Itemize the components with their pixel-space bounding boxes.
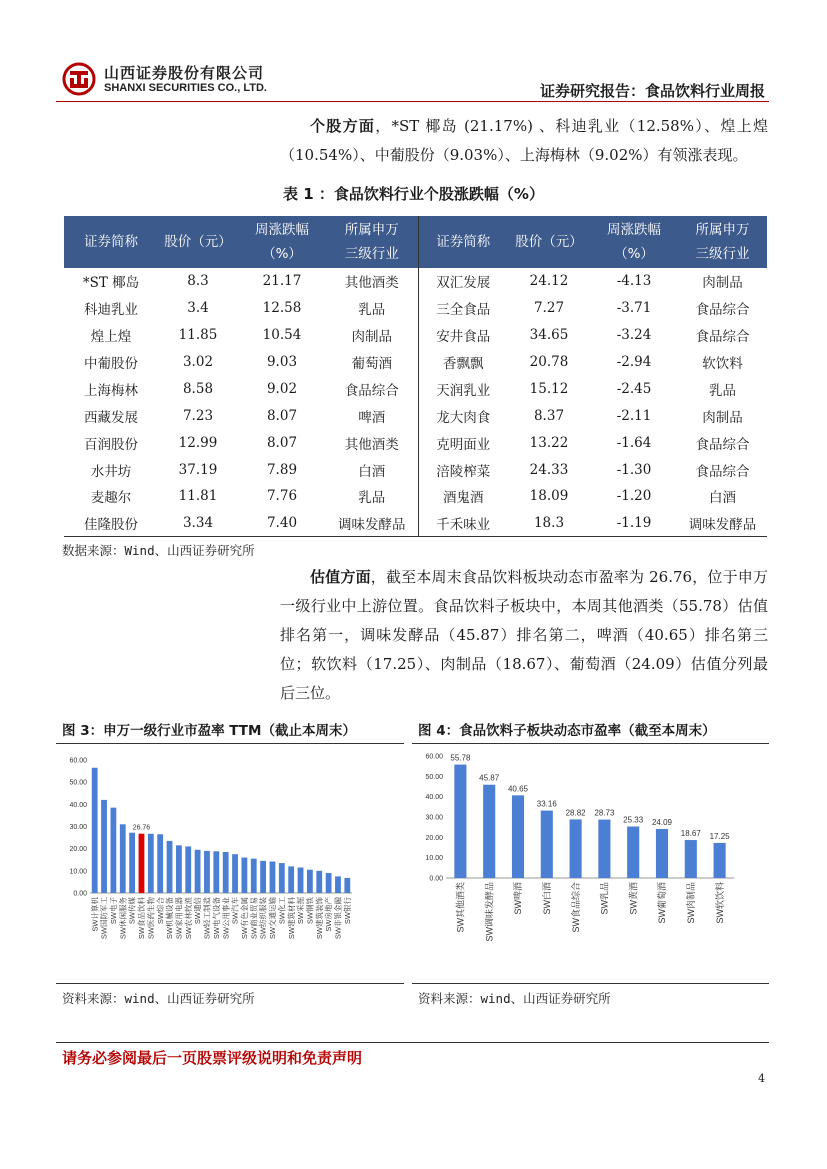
col-header-change: 周涨跌幅 （%）: [238, 216, 326, 268]
bar-SW有色金属: [241, 858, 247, 893]
table-cell-price: 11.81: [178, 488, 218, 505]
food-subsector-pe-chart: [416, 744, 766, 980]
table-cell-ind: 食品综合: [695, 463, 750, 480]
table-cell-chg: 7.40: [238, 510, 326, 537]
table-cell-name: 三全食品: [418, 295, 508, 322]
category-label: SW通信: [193, 897, 203, 925]
y-tick-label: 30.00: [425, 814, 443, 822]
company-logo-icon: [62, 62, 96, 96]
data-label: 28.82: [565, 808, 586, 818]
company-name-cn: 山西证券股份有限公司: [104, 64, 265, 82]
y-tick-label: 10.00: [69, 868, 87, 876]
figure4-bottom-rule: [412, 983, 769, 984]
figure3-source: 资料来源：wind、山西证券研究所: [62, 991, 255, 1006]
table-cell-price: 24.12: [529, 273, 569, 290]
category-label: SW葡萄酒: [657, 882, 668, 924]
col-header-name-2: 证券简称: [418, 216, 508, 268]
bar-SW化工: [279, 863, 285, 893]
figure4-source: 资料来源：wind、山西证券研究所: [418, 991, 611, 1006]
table-cell-ind: 调味发酵品: [326, 510, 418, 537]
header-divider: [56, 101, 769, 102]
table-cell-chg: 21.17: [262, 273, 302, 290]
col-header-price: 股价（元）: [158, 216, 238, 268]
bar-SW纺织服装: [260, 861, 266, 893]
table-cell-name: 西藏发展: [84, 409, 138, 426]
table-cell-ind: 白酒: [709, 490, 736, 507]
category-label: SW建筑材料: [286, 897, 296, 940]
category-label: SW房地产: [324, 897, 334, 932]
table-cell-chg: -1.19: [590, 510, 678, 537]
table-cell-price: 37.19: [178, 461, 218, 478]
category-label: SW食品饮料: [137, 897, 147, 940]
bar-SW肉制品: [685, 840, 697, 878]
category-label: SW传媒: [127, 897, 137, 925]
table-cell-price: 3.34: [158, 510, 238, 537]
table-cell-ind: 肉制品: [702, 409, 743, 426]
data-label: 26.76: [132, 824, 151, 832]
category-label: SW乳品: [599, 882, 610, 915]
bar-SW休闲服务: [120, 824, 126, 893]
bar-SW计算机: [92, 768, 98, 893]
y-tick-label: 60.00: [69, 757, 87, 765]
y-tick-label: 40.00: [425, 794, 443, 802]
y-tick-label: 50.00: [69, 779, 87, 787]
bar-SW轻工制造: [204, 851, 210, 893]
table-cell-ind: 其他酒类: [344, 436, 399, 453]
category-label: SW软饮料: [714, 882, 725, 924]
data-label: 55.78: [450, 753, 471, 763]
category-label: SW家用电器: [174, 897, 184, 940]
table-cell-name: 水井坊: [90, 463, 132, 480]
data-label: 25.33: [623, 815, 644, 825]
table-cell-ind: 食品综合: [344, 382, 399, 399]
category-label: SW黄酒: [628, 882, 639, 915]
data-label: 18.67: [680, 829, 701, 839]
table-row: [64, 402, 767, 429]
table-cell-chg: -2.94: [616, 353, 652, 370]
bar-SW其他酒类: [454, 765, 466, 878]
bar-SW汽车: [232, 854, 238, 893]
footer-divider: [56, 1042, 769, 1043]
report-title: 证券研究报告：食品饮料行业周报: [539, 82, 765, 100]
col-header-industry: 所属申万 三级行业: [326, 216, 418, 268]
table-cell-name: 煌上煌: [90, 328, 132, 345]
disclaimer-link[interactable]: 请务必参阅最后一页股票评级说明和免责声明: [62, 1049, 363, 1067]
table-cell-price: 34.65: [529, 326, 569, 343]
table-cell-price: 12.99: [178, 434, 218, 451]
data-label: 17.25: [709, 831, 730, 841]
table-cell-name: 龙大肉食: [418, 402, 508, 429]
table-cell-price: 15.12: [529, 380, 569, 397]
table-cell-price: 3.02: [182, 353, 214, 370]
category-label: SW调味发酵品: [484, 882, 495, 942]
bar-SW乳品: [598, 820, 610, 878]
stock-performance-paragraph: [280, 112, 768, 170]
table-cell-name: 百润股份: [84, 436, 138, 453]
table-cell-price: 18.3: [508, 510, 590, 537]
bar-SW传媒: [129, 833, 135, 893]
table-cell-name: 涪陵榨菜: [418, 456, 508, 483]
y-tick-label: 20.00: [69, 846, 87, 854]
table-cell-chg: -1.20: [616, 488, 652, 505]
category-label: SW农林牧渔: [183, 897, 193, 940]
table-cell-chg: -1.64: [616, 434, 652, 451]
table-cell-name: 佳隆股份: [64, 510, 158, 537]
page-number: 4: [758, 1072, 765, 1085]
bar-SW商业贸易: [251, 859, 257, 893]
stock-change-table: [64, 216, 767, 537]
category-label: SW白酒: [541, 882, 552, 915]
bar-SW家用电器: [176, 845, 182, 893]
category-label: SW其他酒类: [455, 882, 466, 933]
company-name-en: SHANXI SECURITIES CO., LTD.: [104, 82, 267, 94]
table-cell-name: 安井食品: [418, 321, 508, 348]
table-cell-ind: 软饮料: [702, 355, 743, 372]
bar-SW建筑材料: [288, 866, 294, 893]
bar-SW电子: [110, 808, 116, 893]
table-row: [64, 348, 767, 375]
bar-SW公用事业: [223, 852, 229, 893]
bar-SW采掘: [298, 868, 304, 893]
table-cell-name: 麦趣尔: [90, 490, 132, 507]
paragraph-lead: 个股方面: [310, 117, 376, 135]
bar-SW通信: [195, 850, 201, 893]
table-cell-ind: 食品综合: [695, 328, 750, 345]
category-label: SW汽车: [230, 897, 240, 925]
table-cell-ind: 乳品: [358, 301, 386, 318]
category-label: SW肉制品: [685, 882, 696, 924]
category-label: SW建筑装饰: [314, 897, 324, 940]
data-label: 24.09: [651, 818, 673, 828]
pe-ttm-industry-chart: [60, 748, 404, 980]
bar-SW国防军工: [101, 800, 107, 893]
table-cell-name: 酒鬼酒: [418, 483, 508, 510]
table-cell-name: 克明面业: [418, 429, 508, 456]
table-cell-name: 天润乳业: [418, 375, 508, 402]
table-cell-chg: 7.76: [266, 488, 298, 505]
table-cell-price: 11.85: [178, 326, 218, 343]
category-label: SW综合: [155, 897, 165, 925]
table-cell-ind: 啤酒: [358, 409, 386, 426]
bar-SW钢铁: [307, 870, 313, 893]
category-label: SW商业贸易: [249, 897, 259, 940]
category-label: SW纺织服装: [258, 897, 268, 940]
bar-SW银行: [344, 878, 350, 893]
y-tick-label: 40.00: [69, 801, 87, 809]
bar-SW食品综合: [570, 819, 582, 878]
category-label: SW公用事业: [221, 897, 231, 940]
y-tick-label: 30.00: [69, 824, 87, 831]
table-cell-price: 24.33: [529, 461, 569, 478]
table-row: [64, 321, 767, 348]
table-row: [64, 510, 767, 537]
y-tick-label: 0.00: [73, 890, 87, 898]
table-caption: 表 1 ：食品饮料行业个股涨跌幅（%）: [283, 185, 544, 203]
valuation-paragraph: [280, 563, 768, 708]
table-cell-name: 科迪乳业: [84, 301, 138, 318]
table-cell-name: 千禾味业: [418, 510, 508, 537]
table-cell-chg: -2.11: [616, 407, 652, 424]
table-cell-ind: 食品综合: [695, 436, 750, 453]
category-label: SW啤酒: [513, 882, 524, 915]
bar-SW黄酒: [627, 826, 639, 878]
table-row: [64, 268, 767, 295]
bar-SW机械设备: [167, 841, 173, 893]
table-cell-ind: 白酒: [358, 463, 386, 480]
table-cell-chg: 8.07: [266, 434, 298, 451]
y-tick-label: 20.00: [425, 834, 443, 842]
table-cell-name: 香飘飘: [418, 348, 508, 375]
table-cell-price: 8.3: [187, 273, 209, 290]
category-label: SW食品综合: [570, 882, 581, 933]
table-cell-price: 8.37: [533, 407, 565, 424]
col-header-price-2: 股价（元）: [508, 216, 590, 268]
col-header-change-2: 周涨跌幅 （%）: [590, 216, 678, 268]
category-label: SW非银金融: [333, 897, 343, 940]
paragraph-text: ，*ST 椰岛 (21.17%) 、科迪乳业（12.58%）、煌上煌（10.54%）、中葡股份（9.03%）、上海梅林（9.02%）有领涨表现。: [280, 117, 768, 164]
table-row: [64, 456, 767, 483]
table-cell-chg: 9.02: [266, 380, 298, 397]
category-label: SW采掘: [296, 897, 306, 925]
category-label: SW计算机: [90, 897, 100, 932]
y-tick-label: 50.00: [425, 773, 443, 781]
category-label: SW医药生物: [146, 897, 156, 940]
table-cell-ind: 肉制品: [702, 275, 743, 292]
table-cell-price: 20.78: [529, 353, 569, 370]
table-cell-ind: 调味发酵品: [678, 510, 767, 537]
bar-SW综合: [157, 834, 163, 893]
table-cell-name: *ST 椰岛: [82, 275, 140, 292]
figure3-top-rule: [56, 743, 404, 744]
table-cell-chg: 12.58: [262, 299, 302, 316]
table-cell-chg: -4.13: [616, 273, 652, 290]
table-cell-chg: 9.03: [266, 353, 298, 370]
category-label: SW国防军工: [99, 897, 109, 940]
table-cell-chg: -1.30: [616, 461, 652, 478]
table-cell-ind: 其他酒类: [344, 275, 399, 292]
category-label: SW轻工制造: [202, 897, 212, 940]
category-label: SW化工: [277, 897, 287, 925]
bar-SW农林牧渔: [185, 846, 191, 893]
category-label: SW银行: [342, 897, 352, 925]
category-label: SW电子: [109, 897, 119, 925]
figure3-title: 图 3：申万一级行业市盈率 TTM（截止本周末）: [62, 723, 356, 739]
table-cell-chg: -2.45: [616, 380, 652, 397]
col-header-industry-2: 所属申万 三级行业: [678, 216, 767, 268]
figure3-bottom-rule: [56, 983, 404, 984]
y-tick-label: 10.00: [425, 855, 443, 863]
table-cell-chg: -3.71: [616, 299, 652, 316]
paragraph-text: ，截至本周末食品饮料板块动态市盈率为 26.76，位于申万一级行业中上游位置。食品饮料子板块中，本周其他酒类（55.78）估值排名第一，调味发酵品（45.87）排名第二，啤酒（40.65）排名第三位；软饮料（17.25）、肉制品（18.67）、葡萄酒（24.09）估值分列最后三位。: [280, 568, 768, 702]
table-row: [64, 483, 767, 510]
y-tick-label: 60.00: [425, 753, 443, 761]
bar-SW医药生物: [148, 834, 154, 893]
table-cell-price: 7.23: [182, 407, 214, 424]
table-cell-ind: 乳品: [358, 490, 386, 507]
category-label: SW电气设备: [211, 897, 221, 940]
table-cell-chg: 7.89: [266, 461, 298, 478]
data-label: 33.16: [536, 799, 557, 809]
table-cell-ind: 食品综合: [695, 301, 750, 318]
table-cell-price: 18.09: [529, 488, 569, 505]
category-label: SW交通运输: [268, 897, 278, 940]
bar-SW葡萄酒: [656, 829, 668, 878]
bar-SW啤酒: [512, 795, 524, 878]
category-label: SW休闲服务: [118, 897, 128, 940]
table-cell-name: 双汇发展: [418, 268, 508, 295]
bar-SW建筑装饰: [316, 871, 322, 893]
table-cell-price: 3.4: [187, 299, 209, 316]
table-cell-price: 7.27: [533, 299, 565, 316]
y-tick-label: 0.00: [429, 875, 443, 883]
table-cell-name: 中葡股份: [84, 355, 138, 372]
data-label: 40.65: [507, 784, 529, 794]
table-header-row: [64, 216, 767, 268]
col-header-name: 证券简称: [64, 216, 158, 268]
bar-SW白酒: [541, 811, 553, 878]
table-source: 数据来源：Wind、山西证券研究所: [62, 543, 255, 558]
category-label: SW有色金属: [240, 897, 250, 940]
paragraph-lead: 估值方面: [310, 568, 371, 586]
table-cell-ind: 肉制品: [351, 328, 392, 345]
table-cell-chg: -3.24: [616, 326, 652, 343]
category-label: SW钢铁: [305, 897, 315, 925]
table-cell-chg: 10.54: [262, 326, 302, 343]
bar-SW食品饮料: [139, 834, 145, 893]
bar-SW非银金融: [335, 876, 341, 893]
table-cell-price: 8.58: [182, 380, 214, 397]
table-cell-chg: 8.07: [266, 407, 298, 424]
table-row: [64, 429, 767, 456]
bar-SW电气设备: [213, 851, 219, 893]
figure4-title: 图 4：食品饮料子板块动态市盈率（截至本周末）: [418, 723, 716, 739]
table-cell-price: 13.22: [529, 434, 569, 451]
table-row: [64, 295, 767, 322]
table-row: [64, 375, 767, 402]
table-cell-name: 上海梅林: [84, 382, 138, 399]
data-label: 28.73: [594, 808, 615, 818]
category-label: SW机械设备: [165, 897, 175, 940]
bar-SW交通运输: [270, 862, 276, 893]
bar-SW房地产: [326, 873, 332, 893]
table-cell-ind: 乳品: [709, 382, 736, 399]
table-cell-ind: 葡萄酒: [351, 355, 392, 372]
data-label: 45.87: [479, 773, 500, 783]
bar-SW调味发酵品: [483, 785, 495, 878]
bar-SW软饮料: [714, 843, 726, 878]
